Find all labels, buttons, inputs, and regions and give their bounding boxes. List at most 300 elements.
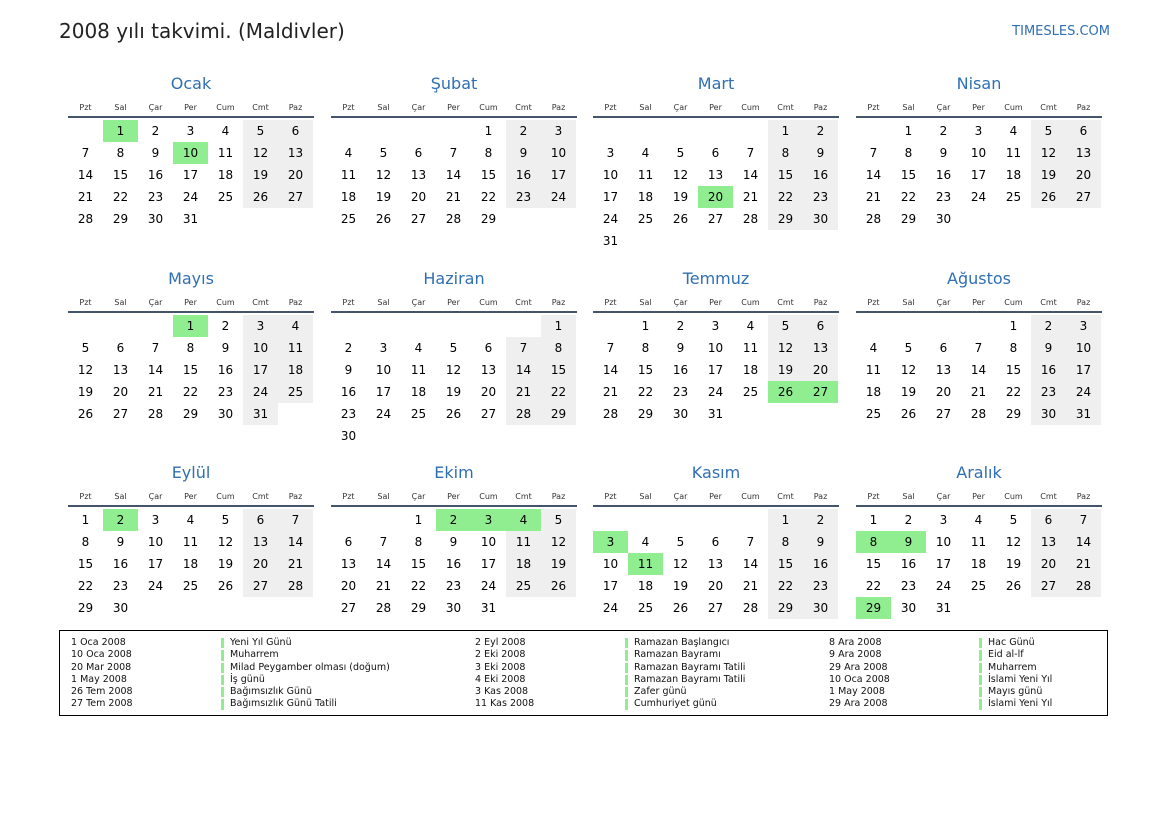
day-cell: 18 <box>1005 168 1022 182</box>
weekend-day-cell: 19 <box>768 359 803 381</box>
day-cell: 18 <box>340 190 357 204</box>
day-cell: 14 <box>147 363 164 377</box>
day-cell: 21 <box>742 190 759 204</box>
day-cell: 29 <box>900 212 917 226</box>
weekday-label: Cmt <box>252 298 269 307</box>
weekend-day-cell: 17 <box>1066 359 1101 381</box>
weekend-day-cell: 5 <box>768 315 803 337</box>
holiday-marker <box>221 663 224 673</box>
day-cell: 28 <box>375 601 392 615</box>
holiday-date: 26 Tem 2008 <box>71 686 133 698</box>
weekend-day-cell: 20 <box>1031 553 1066 575</box>
page-title: 2008 yılı takvimi. (Maldivler) <box>59 19 345 43</box>
weekend-day-cell: 30 <box>803 597 838 619</box>
weekday-label: Cmt <box>515 298 532 307</box>
month-name: Eylül <box>171 463 211 482</box>
day-cell: 11 <box>182 535 199 549</box>
day-grid <box>331 509 576 619</box>
legend-item <box>829 649 1052 661</box>
day-cell: 22 <box>865 579 882 593</box>
weekend-day-cell: 28 <box>278 575 313 597</box>
day-cell: 24 <box>707 385 724 399</box>
day-cell: 11 <box>1005 146 1022 160</box>
weekday-label: Per <box>972 103 985 112</box>
day-cell: 10 <box>970 146 987 160</box>
holiday-marker <box>979 687 982 697</box>
empty-cell <box>698 509 733 531</box>
weekend-day-cell: 2 <box>506 120 541 142</box>
empty-cell <box>891 315 926 337</box>
weekday-label: Cum <box>741 492 760 501</box>
weekend-day-cell: 26 <box>541 575 576 597</box>
day-cell: 3 <box>186 124 195 138</box>
weekend-day-cell: 29 <box>541 403 576 425</box>
day-cell: 10 <box>147 535 164 549</box>
weekend-day-cell: 15 <box>768 553 803 575</box>
weekend-day-cell: 21 <box>1066 553 1101 575</box>
day-cell: 5 <box>1009 513 1018 527</box>
month-calendar <box>68 461 314 619</box>
legend-item <box>71 662 390 674</box>
day-cell: 25 <box>410 407 427 421</box>
day-cell: 6 <box>484 341 493 355</box>
empty-cell <box>856 315 891 337</box>
weekday-header <box>593 295 839 313</box>
day-cell: 8 <box>186 341 195 355</box>
day-cell: 12 <box>672 168 689 182</box>
day-cell: 17 <box>182 168 199 182</box>
day-cell: 21 <box>742 579 759 593</box>
weekday-label: Cum <box>479 492 498 501</box>
weekend-day-cell: 16 <box>1031 359 1066 381</box>
day-cell: 28 <box>445 212 462 226</box>
day-cell: 3 <box>151 513 160 527</box>
weekday-label: Pzt <box>867 298 880 307</box>
day-cell: 13 <box>707 168 724 182</box>
weekday-label: Cum <box>1004 103 1023 112</box>
day-cell: 31 <box>480 601 497 615</box>
day-cell: 16 <box>217 363 234 377</box>
month-calendar <box>593 72 839 252</box>
weekend-day-cell: 13 <box>1066 142 1101 164</box>
day-cell: 19 <box>217 557 234 571</box>
weekday-label: Çar <box>411 492 426 501</box>
legend-item <box>71 649 390 661</box>
day-cell: 18 <box>637 579 654 593</box>
weekday-label: Pzt <box>79 103 92 112</box>
holiday-day-cell: 2 <box>103 509 138 531</box>
day-cell: 15 <box>900 168 917 182</box>
day-cell: 9 <box>449 535 458 549</box>
weekday-header <box>331 489 577 507</box>
weekday-label: Paz <box>813 492 828 501</box>
weekend-day-cell: 19 <box>243 164 278 186</box>
day-cell: 4 <box>221 124 230 138</box>
day-cell: 4 <box>1009 124 1018 138</box>
day-cell: 12 <box>445 363 462 377</box>
day-grid <box>593 120 838 252</box>
weekend-day-cell: 9 <box>803 531 838 553</box>
day-cell: 21 <box>445 190 462 204</box>
day-cell: 22 <box>900 190 917 204</box>
day-cell: 24 <box>182 190 199 204</box>
weekday-header <box>856 489 1102 507</box>
day-cell: 22 <box>182 385 199 399</box>
holiday-day-cell: 8 <box>856 531 891 553</box>
weekend-day-cell: 23 <box>506 186 541 208</box>
holiday-marker <box>625 675 628 685</box>
weekend-day-cell: 29 <box>768 597 803 619</box>
day-cell: 15 <box>1005 363 1022 377</box>
day-cell: 13 <box>410 168 427 182</box>
weekday-label: Cum <box>1004 298 1023 307</box>
holiday-name: Ramazan Bayramı Tatili <box>634 661 746 673</box>
day-cell: 5 <box>81 341 90 355</box>
day-cell: 13 <box>480 363 497 377</box>
day-cell: 6 <box>711 146 720 160</box>
day-cell: 18 <box>970 557 987 571</box>
weekend-day-cell: 15 <box>541 359 576 381</box>
weekday-label: Cum <box>479 103 498 112</box>
day-cell: 8 <box>81 535 90 549</box>
weekend-day-cell: 6 <box>243 509 278 531</box>
weekend-day-cell: 31 <box>243 403 278 425</box>
weekend-day-cell: 12 <box>1031 142 1066 164</box>
weekday-label: Sal <box>114 298 127 307</box>
holiday-marker <box>979 675 982 685</box>
day-cell: 7 <box>974 341 983 355</box>
empty-cell <box>68 120 103 142</box>
weekday-label: Sal <box>639 103 652 112</box>
day-cell: 26 <box>900 407 917 421</box>
day-cell: 5 <box>676 146 685 160</box>
legend-item <box>475 637 745 649</box>
holiday-date: 29 Ara 2008 <box>829 661 888 673</box>
day-cell: 21 <box>970 385 987 399</box>
month-name: Şubat <box>430 74 478 93</box>
weekday-label: Cmt <box>1040 298 1057 307</box>
weekend-day-cell: 8 <box>768 531 803 553</box>
holiday-day-cell: 26 <box>768 381 803 403</box>
weekday-label: Çar <box>936 492 951 501</box>
weekday-label: Sal <box>377 103 390 112</box>
legend-column <box>829 637 1052 711</box>
weekday-label: Paz <box>551 298 566 307</box>
weekend-day-cell: 22 <box>768 575 803 597</box>
day-cell: 1 <box>1009 319 1018 333</box>
weekend-day-cell: 20 <box>803 359 838 381</box>
month-name: Haziran <box>423 269 485 288</box>
weekend-day-cell: 12 <box>243 142 278 164</box>
weekend-day-cell: 14 <box>278 531 313 553</box>
weekend-day-cell: 3 <box>1066 315 1101 337</box>
weekend-day-cell: 11 <box>278 337 313 359</box>
day-cell: 15 <box>182 363 199 377</box>
weekday-header <box>68 100 314 118</box>
holiday-day-cell: 9 <box>891 531 926 553</box>
day-grid <box>856 315 1101 425</box>
day-cell: 1 <box>484 124 493 138</box>
day-cell: 25 <box>637 601 654 615</box>
day-cell: 16 <box>147 168 164 182</box>
holiday-name: İslami Yeni Yıl <box>988 698 1053 710</box>
day-cell: 16 <box>340 385 357 399</box>
day-cell: 24 <box>935 579 952 593</box>
month-name: Ekim <box>434 463 474 482</box>
day-cell: 28 <box>865 212 882 226</box>
holiday-date: 11 Kas 2008 <box>475 698 535 710</box>
holiday-day-cell: 20 <box>698 186 733 208</box>
weekend-day-cell: 10 <box>541 142 576 164</box>
holiday-name: Eid al-lf <box>988 649 1024 661</box>
weekend-day-cell: 19 <box>541 553 576 575</box>
day-cell: 22 <box>410 579 427 593</box>
holiday-day-cell: 4 <box>506 509 541 531</box>
day-cell: 12 <box>900 363 917 377</box>
weekend-day-cell: 16 <box>803 164 838 186</box>
weekend-day-cell: 13 <box>1031 531 1066 553</box>
weekday-label: Cmt <box>252 103 269 112</box>
empty-cell <box>68 315 103 337</box>
day-cell: 3 <box>711 319 720 333</box>
holiday-legend <box>59 630 1108 716</box>
day-cell: 3 <box>974 124 983 138</box>
day-cell: 7 <box>81 146 90 160</box>
day-cell: 24 <box>480 579 497 593</box>
weekend-day-cell: 21 <box>278 553 313 575</box>
day-grid <box>331 315 576 447</box>
day-cell: 25 <box>217 190 234 204</box>
weekend-day-cell: 24 <box>541 186 576 208</box>
day-cell: 28 <box>742 212 759 226</box>
weekend-day-cell: 14 <box>1066 531 1101 553</box>
weekend-day-cell: 26 <box>1031 186 1066 208</box>
day-cell: 23 <box>900 579 917 593</box>
day-cell: 17 <box>147 557 164 571</box>
day-cell: 29 <box>637 407 654 421</box>
day-cell: 23 <box>147 190 164 204</box>
weekday-label: Per <box>709 492 722 501</box>
weekend-day-cell: 31 <box>1066 403 1101 425</box>
day-cell: 21 <box>77 190 94 204</box>
day-cell: 14 <box>742 168 759 182</box>
weekday-label: Paz <box>1076 103 1091 112</box>
day-cell: 11 <box>410 363 427 377</box>
weekend-day-cell: 9 <box>506 142 541 164</box>
day-cell: 9 <box>939 146 948 160</box>
legend-item <box>71 686 390 698</box>
month-calendar <box>856 461 1102 619</box>
day-cell: 7 <box>869 146 878 160</box>
empty-cell <box>506 315 541 337</box>
legend-item <box>71 637 390 649</box>
day-cell: 17 <box>970 168 987 182</box>
holiday-marker <box>221 675 224 685</box>
day-cell: 1 <box>869 513 878 527</box>
weekday-label: Per <box>184 103 197 112</box>
holiday-marker <box>221 650 224 660</box>
day-cell: 27 <box>707 212 724 226</box>
month-name: Ağustos <box>947 269 1011 288</box>
holiday-date: 1 May 2008 <box>71 673 127 685</box>
day-cell: 18 <box>637 190 654 204</box>
holiday-date: 1 Oca 2008 <box>71 637 126 648</box>
day-cell: 17 <box>707 363 724 377</box>
weekend-day-cell: 3 <box>243 315 278 337</box>
holiday-name: Mayıs günü <box>988 686 1043 698</box>
day-cell: 8 <box>414 535 423 549</box>
month-calendar <box>593 461 839 619</box>
brand-link[interactable]: TIMESLES.COM <box>1012 24 1110 39</box>
legend-item <box>829 698 1052 710</box>
day-cell: 4 <box>641 535 650 549</box>
day-cell: 1 <box>904 124 913 138</box>
holiday-name: Zafer günü <box>634 686 687 698</box>
weekday-label: Cum <box>741 298 760 307</box>
weekday-header <box>593 489 839 507</box>
day-cell: 9 <box>221 341 230 355</box>
weekday-label: Per <box>184 492 197 501</box>
day-cell: 27 <box>707 601 724 615</box>
holiday-name: Milad Peygamber olması (doğum) <box>230 661 390 673</box>
holiday-name: Hac Günü <box>988 637 1035 648</box>
weekday-header <box>593 100 839 118</box>
empty-cell <box>593 509 628 531</box>
day-cell: 14 <box>602 363 619 377</box>
day-cell: 14 <box>445 168 462 182</box>
weekend-day-cell: 2 <box>803 509 838 531</box>
day-cell: 23 <box>340 407 357 421</box>
day-cell: 5 <box>904 341 913 355</box>
day-cell: 28 <box>77 212 94 226</box>
weekend-day-cell: 24 <box>1066 381 1101 403</box>
weekday-label: Cmt <box>777 103 794 112</box>
weekend-day-cell: 5 <box>1031 120 1066 142</box>
weekend-day-cell: 1 <box>541 315 576 337</box>
weekend-day-cell: 16 <box>803 553 838 575</box>
month-name: Kasım <box>691 463 741 482</box>
day-cell: 12 <box>217 535 234 549</box>
day-cell: 15 <box>865 557 882 571</box>
weekend-day-cell: 4 <box>278 315 313 337</box>
day-cell: 24 <box>602 601 619 615</box>
day-cell: 21 <box>375 579 392 593</box>
day-cell: 31 <box>935 601 952 615</box>
weekday-label: Sal <box>114 492 127 501</box>
weekend-day-cell: 22 <box>768 186 803 208</box>
month-name: Nisan <box>956 74 1002 93</box>
day-cell: 15 <box>637 363 654 377</box>
weekday-label: Paz <box>551 103 566 112</box>
legend-column <box>71 637 390 711</box>
day-cell: 13 <box>935 363 952 377</box>
day-cell: 12 <box>672 557 689 571</box>
legend-item <box>475 649 745 661</box>
weekday-label: Paz <box>1076 492 1091 501</box>
day-cell: 11 <box>340 168 357 182</box>
weekend-day-cell: 9 <box>1031 337 1066 359</box>
month-calendar <box>68 72 314 230</box>
day-cell: 26 <box>445 407 462 421</box>
weekend-day-cell: 25 <box>506 575 541 597</box>
month-calendar <box>68 267 314 425</box>
month-calendar <box>331 72 577 230</box>
day-grid <box>593 509 838 619</box>
day-cell: 28 <box>970 407 987 421</box>
day-cell: 23 <box>445 579 462 593</box>
empty-cell <box>593 120 628 142</box>
weekday-label: Sal <box>902 103 915 112</box>
empty-cell <box>103 315 138 337</box>
day-cell: 12 <box>1005 535 1022 549</box>
legend-item <box>475 662 745 674</box>
day-cell: 26 <box>77 407 94 421</box>
weekday-label: Pzt <box>342 298 355 307</box>
day-cell: 17 <box>375 385 392 399</box>
weekday-label: Per <box>447 103 460 112</box>
day-cell: 28 <box>602 407 619 421</box>
day-cell: 25 <box>1005 190 1022 204</box>
weekday-label: Cmt <box>252 492 269 501</box>
day-cell: 29 <box>77 601 94 615</box>
legend-item <box>829 662 1052 674</box>
weekend-day-cell: 17 <box>243 359 278 381</box>
empty-cell <box>698 120 733 142</box>
weekday-header <box>856 100 1102 118</box>
weekend-day-cell: 7 <box>278 509 313 531</box>
day-cell: 18 <box>865 385 882 399</box>
day-cell: 14 <box>742 557 759 571</box>
day-cell: 29 <box>182 407 199 421</box>
weekday-label: Sal <box>114 103 127 112</box>
holiday-name: Muharrem <box>230 649 279 661</box>
day-cell: 10 <box>602 557 619 571</box>
weekend-day-cell: 18 <box>506 553 541 575</box>
day-cell: 1 <box>81 513 90 527</box>
day-cell: 30 <box>935 212 952 226</box>
day-cell: 26 <box>672 212 689 226</box>
day-cell: 2 <box>904 513 913 527</box>
weekend-day-cell: 28 <box>506 403 541 425</box>
weekday-label: Sal <box>902 298 915 307</box>
weekend-day-cell: 10 <box>243 337 278 359</box>
weekend-day-cell: 13 <box>803 337 838 359</box>
holiday-marker <box>221 638 224 648</box>
weekday-label: Per <box>447 298 460 307</box>
day-grid <box>331 120 576 230</box>
empty-cell <box>593 315 628 337</box>
day-cell: 10 <box>602 168 619 182</box>
weekday-label: Çar <box>673 298 688 307</box>
day-cell: 2 <box>676 319 685 333</box>
holiday-date: 1 May 2008 <box>829 686 885 698</box>
weekday-label: Cmt <box>515 492 532 501</box>
weekend-day-cell: 20 <box>243 553 278 575</box>
weekday-label: Çar <box>148 298 163 307</box>
weekend-day-cell: 20 <box>278 164 313 186</box>
day-cell: 11 <box>217 146 234 160</box>
holiday-date: 27 Tem 2008 <box>71 698 133 710</box>
weekday-label: Paz <box>288 298 303 307</box>
empty-cell <box>733 120 768 142</box>
weekday-label: Pzt <box>79 298 92 307</box>
day-cell: 24 <box>970 190 987 204</box>
month-calendar <box>856 267 1102 425</box>
month-name: Mart <box>697 74 735 93</box>
holiday-marker <box>625 650 628 660</box>
day-cell: 4 <box>869 341 878 355</box>
day-cell: 30 <box>672 407 689 421</box>
